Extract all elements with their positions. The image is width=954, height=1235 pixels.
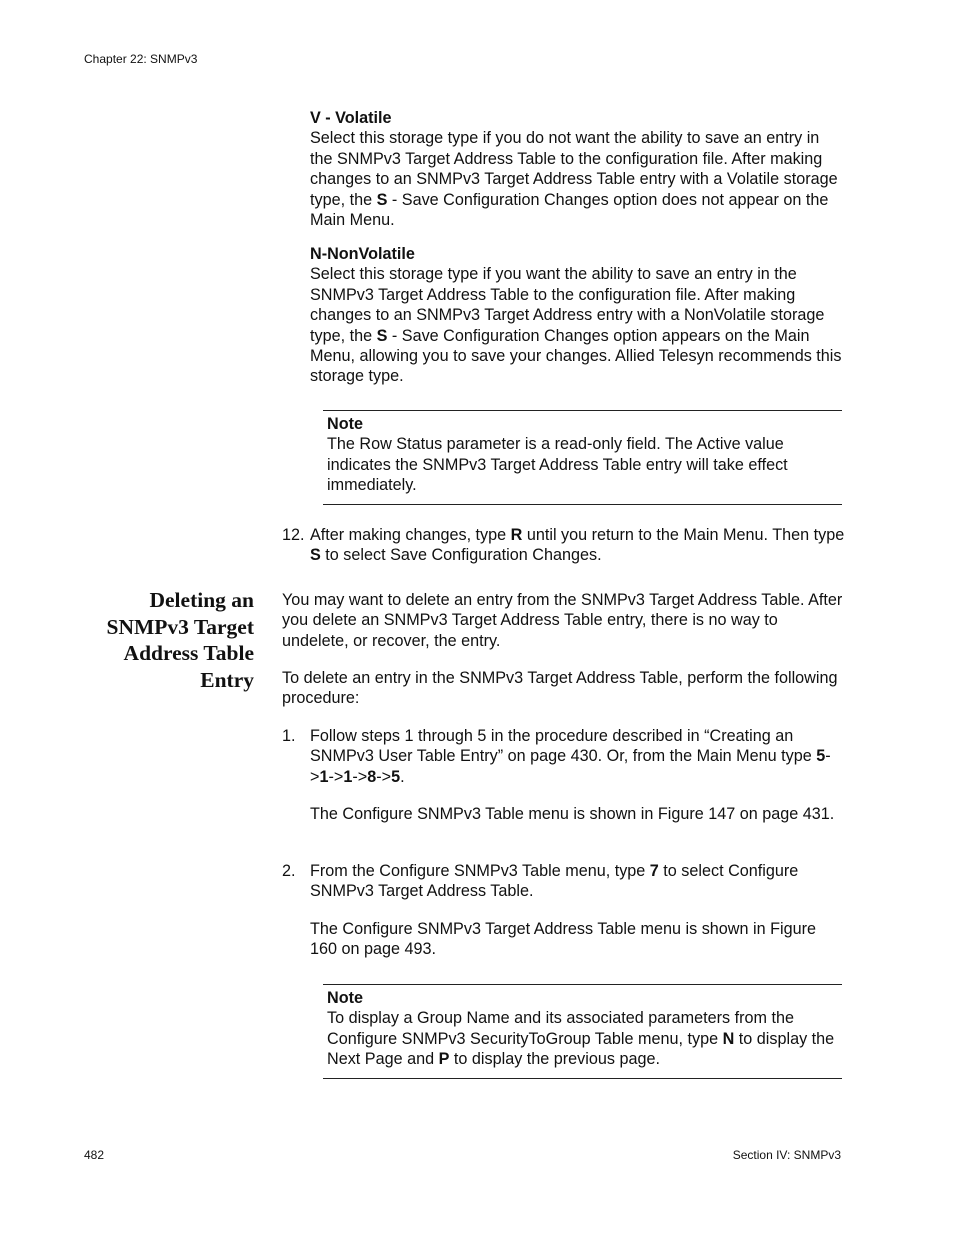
step-text: Follow steps 1 through 5 in the procedure described in “Creating an SNMPv3 User Table Entry” on page 430. Or, from the Main Menu type 5->1->1->8->5. The Configure SNMPv3 Table menu is shown in Figure 147 on page 431. bbox=[310, 726, 845, 825]
step-number: 1. bbox=[282, 727, 296, 745]
step-text: After making changes, type R until you return to the Main Menu. Then type S to select Save Configuration Changes. bbox=[310, 526, 845, 565]
page-number: 482 bbox=[84, 1148, 105, 1162]
section-intro bbox=[282, 590, 845, 651]
step-12 bbox=[282, 525, 845, 567]
procedure-intro bbox=[282, 668, 845, 709]
volatile-term: V - Volatile bbox=[310, 109, 392, 127]
nonvolatile-definition bbox=[310, 244, 845, 387]
volatile-definition bbox=[310, 108, 845, 230]
volatile-description: Select this storage type if you do not want the ability to save an entry in the SNMPv3 Target Address Table to the configuration file. After making changes to an SNMPv3 Target Address Table entry with a Volatile storage type, the S - Save Configuration Changes option does not appear on the Main Menu. bbox=[310, 129, 838, 230]
nonvolatile-term: N-NonVolatile bbox=[310, 245, 415, 263]
intro-paragraph: To delete an entry in the SNMPv3 Target Address Table, perform the following procedure: bbox=[282, 669, 838, 708]
note-row-status bbox=[323, 410, 842, 505]
step-1 bbox=[282, 726, 845, 856]
note-text: To display a Group Name and its associated parameters from the Configure SNMPv3 SecurityToGroup Table menu, type N to display the Next Page and P to display the previous page. bbox=[327, 1009, 835, 1069]
running-footer: Section IV: SNMPv3 bbox=[732, 1148, 841, 1162]
step-2 bbox=[282, 861, 845, 961]
step-number: 2. bbox=[282, 862, 296, 880]
running-header: Chapter 22: SNMPv3 bbox=[84, 52, 198, 66]
note-title: Note bbox=[327, 989, 363, 1007]
nonvolatile-description: Select this storage type if you want the ability to save an entry in the SNMPv3 Target Address Table to the configuration file. After making changes to an SNMPv3 Target Address entry with a NonVolatile storage type, the S - Save Configuration Changes option appears on the Main Menu, allowing you to save your changes. Allied Telesyn recommends this storage type. bbox=[310, 265, 842, 386]
section-heading: Deleting an SNMPv3 Target Address Table Entry bbox=[106, 588, 254, 692]
note-group-name bbox=[323, 984, 842, 1079]
step-text: From the Configure SNMPv3 Table menu, type 7 to select Configure SNMPv3 Target Address Table. The Configure SNMPv3 Target Address Table menu is shown in Figure 160 on page 493. bbox=[310, 861, 845, 960]
step-followup: The Configure SNMPv3 Target Address Table menu is shown in Figure 160 on page 493. bbox=[310, 919, 816, 959]
step-number: 12. bbox=[282, 526, 305, 544]
note-text: The Row Status parameter is a read-only field. The Active value indicates the SNMPv3 Target Address Table entry will take effect immediately. bbox=[327, 435, 788, 495]
step-followup: The Configure SNMPv3 Table menu is shown in Figure 147 on page 431. bbox=[310, 805, 835, 824]
note-title: Note bbox=[327, 415, 363, 433]
intro-paragraph: You may want to delete an entry from the SNMPv3 Target Address Table. After you delete an SNMPv3 Target Address Table entry, there is no way to undelete, or recover, the entry. bbox=[282, 591, 843, 650]
